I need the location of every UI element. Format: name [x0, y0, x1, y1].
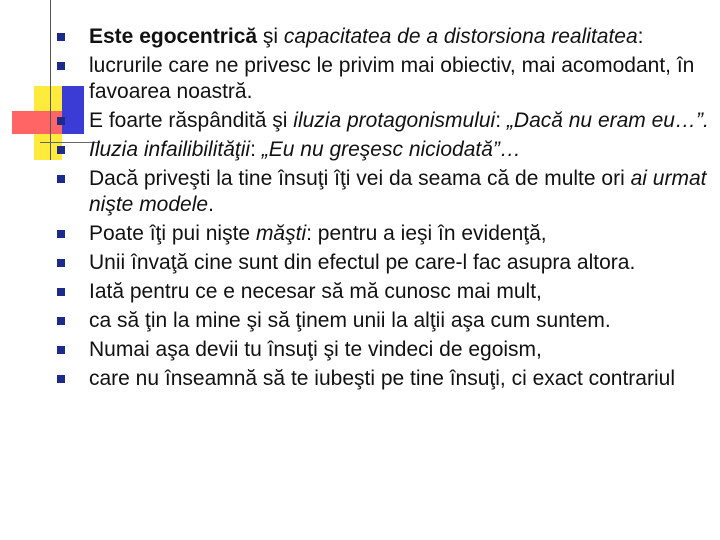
list-item-text: lucrurile care ne privesc le privim mai obiectiv, mai acomodant, în favoarea noastră.	[89, 54, 695, 103]
list-item-text: „Dacă nu eram eu…”.	[506, 109, 709, 132]
list-item-text: .	[208, 193, 214, 216]
bullet-list	[0, 24, 720, 395]
list-item-text: Unii învaţă cine sunt din efectul pe care-l fac asupra altora.	[89, 251, 636, 274]
square-bullet-icon	[57, 62, 65, 70]
list-item-text: Dacă priveşti la tine însuţi îţi vei da seama că de multe ori	[89, 167, 631, 190]
square-bullet-icon	[57, 346, 65, 354]
list-item-text: Iată pentru ce e necesar să mă cunosc mai mult,	[89, 280, 542, 303]
list-item	[0, 279, 720, 305]
list-item-text: Poate îţi pui nişte	[89, 222, 256, 245]
list-item-text: capacitatea de a distorsiona realitatea	[283, 25, 638, 48]
list-item-text: E foarte răspândită şi	[89, 109, 294, 132]
list-item-text: Numai aşa devii tu însuţi şi te vindeci de egoism,	[89, 338, 542, 361]
square-bullet-icon	[57, 175, 65, 183]
list-item-text: Iluzia infailibilităţii	[89, 138, 251, 161]
list-item-text: :	[250, 138, 262, 161]
list-item	[0, 308, 720, 334]
list-item-text: şi	[257, 25, 284, 48]
square-bullet-icon	[57, 375, 65, 383]
list-item	[0, 366, 720, 392]
list-item-text: care nu înseamnă să te iubeşti pe tine însuţi, ci exact contrariul	[89, 367, 675, 390]
list-item	[0, 166, 720, 218]
list-item	[0, 108, 720, 134]
square-bullet-icon	[57, 146, 65, 154]
square-bullet-icon	[57, 33, 65, 41]
list-item-text: :	[495, 109, 507, 132]
list-item-text: măşti	[255, 222, 307, 245]
square-bullet-icon	[57, 288, 65, 296]
square-bullet-icon	[57, 317, 65, 325]
list-item-text: ca să ţin la mine şi să ţinem unii la alţii aşa cum suntem.	[89, 309, 611, 332]
list-item-text: ai urmat nişte modele	[89, 167, 707, 216]
list-item	[0, 53, 720, 105]
list-item-text: : pentru a ieşi în evidenţă,	[306, 222, 547, 245]
list-item	[0, 250, 720, 276]
list-item	[0, 337, 720, 363]
list-item	[0, 221, 720, 247]
list-item-text: :	[637, 25, 644, 48]
list-item	[0, 24, 720, 50]
square-bullet-icon	[57, 230, 65, 238]
list-item	[0, 137, 720, 163]
list-item-text: Este egocentrică	[89, 25, 258, 48]
square-bullet-icon	[57, 259, 65, 267]
square-bullet-icon	[57, 117, 65, 125]
list-item-text: iluzia protagonismului	[293, 109, 496, 132]
list-item-text: „Eu nu greşesc niciodată”…	[261, 138, 521, 161]
